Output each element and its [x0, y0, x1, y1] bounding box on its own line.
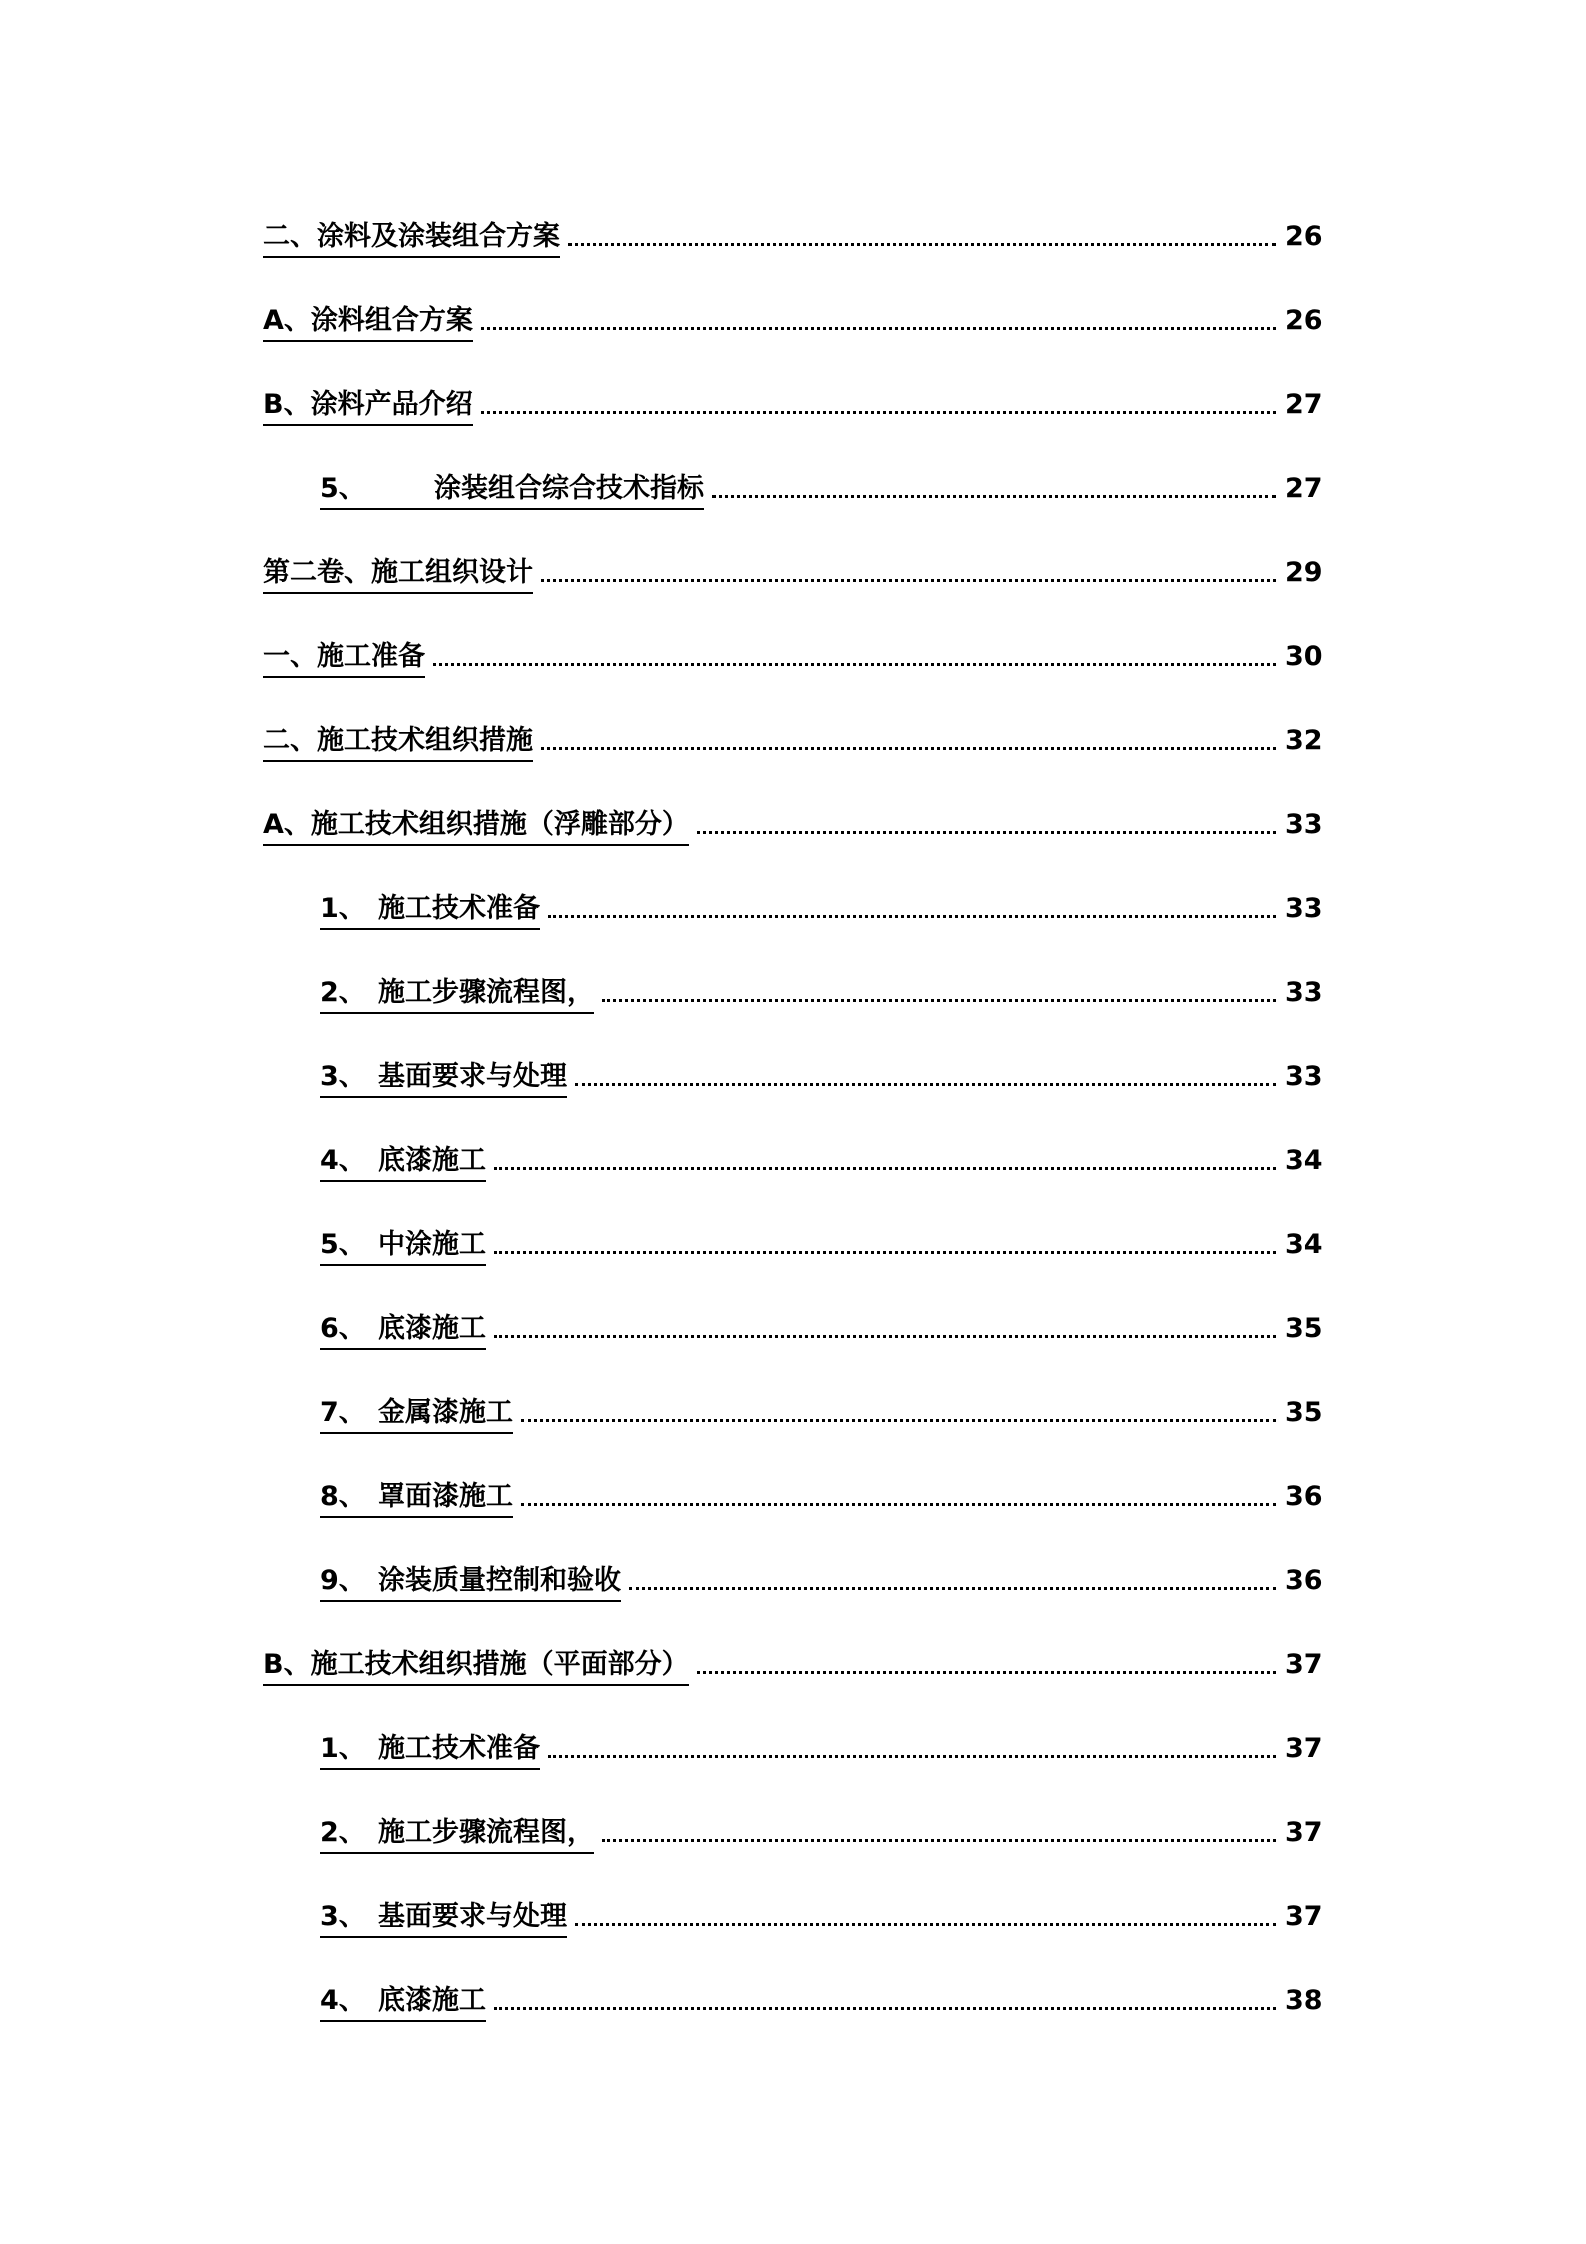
toc-entry[interactable] — [263, 1040, 1321, 1124]
toc-entry-link[interactable] — [320, 1983, 486, 2022]
toc-entry-title: 涂装质量控制和验收 — [378, 1565, 621, 1596]
toc-entry[interactable] — [263, 1796, 1321, 1880]
dot-leader — [548, 1755, 1276, 1758]
toc-entry-title: 施工技术准备 — [378, 893, 540, 924]
toc-entry-link[interactable] — [320, 1143, 486, 1182]
toc-entry-title: B、涂料产品介绍 — [263, 389, 473, 420]
toc-entry-number: 1、 — [320, 893, 366, 924]
toc-page-number: 27 — [1285, 473, 1323, 504]
toc-entry[interactable] — [263, 1460, 1321, 1544]
toc-entry[interactable] — [263, 956, 1321, 1040]
toc-entry-number: 3、 — [320, 1061, 366, 1092]
toc-entry-number: 5、 — [320, 473, 366, 504]
toc-entry-link[interactable] — [320, 1563, 621, 1602]
dot-leader — [433, 663, 1276, 666]
toc-entry[interactable] — [263, 788, 1321, 872]
toc-entry-title: 基面要求与处理 — [378, 1061, 567, 1092]
toc-page-number: 27 — [1285, 389, 1323, 420]
dot-leader — [697, 1671, 1276, 1674]
toc-page-number: 37 — [1285, 1817, 1323, 1848]
dot-leader — [521, 1419, 1276, 1422]
dot-leader — [541, 747, 1276, 750]
toc-entry-title: 罩面漆施工 — [378, 1481, 513, 1512]
toc-page-number: 36 — [1285, 1481, 1323, 1512]
toc-page-number: 35 — [1285, 1397, 1323, 1428]
toc-entry-number: 4、 — [320, 1145, 366, 1176]
toc-entry-title: 施工技术准备 — [378, 1733, 540, 1764]
toc-page-number: 37 — [1285, 1733, 1323, 1764]
dot-leader — [697, 831, 1276, 834]
toc-page-number: 37 — [1285, 1901, 1323, 1932]
dot-leader — [712, 495, 1276, 498]
dot-leader — [494, 1167, 1276, 1170]
toc-entry[interactable] — [263, 452, 1321, 536]
toc-entry-link[interactable] — [320, 1311, 486, 1350]
dot-leader — [521, 1503, 1276, 1506]
toc-page-number: 29 — [1285, 557, 1323, 588]
toc-entry-link[interactable] — [320, 1815, 594, 1854]
dot-leader — [541, 579, 1276, 582]
toc-entry[interactable] — [263, 1124, 1321, 1208]
toc-entry-link[interactable] — [263, 555, 533, 594]
toc-entry-title: 二、涂料及涂装组合方案 — [263, 221, 560, 252]
toc-entry-title: 基面要求与处理 — [378, 1901, 567, 1932]
dot-leader — [575, 1923, 1276, 1926]
toc-entry-number: 2、 — [320, 977, 366, 1008]
dot-leader — [494, 2007, 1276, 2010]
toc-entry[interactable] — [263, 872, 1321, 956]
toc-entry[interactable] — [263, 1376, 1321, 1460]
toc-entry-title: 一、施工准备 — [263, 641, 425, 672]
toc-entry-link[interactable] — [320, 1059, 567, 1098]
toc-entry[interactable] — [263, 704, 1321, 788]
toc-entry-title: B、施工技术组织措施（平面部分） — [263, 1649, 689, 1680]
dot-leader — [602, 1839, 1276, 1842]
toc-entry-title: 施工步骤流程图， — [378, 1817, 594, 1848]
toc-entry-link[interactable] — [320, 1227, 486, 1266]
toc-entry[interactable] — [263, 1292, 1321, 1376]
toc-entry-number: 1、 — [320, 1733, 366, 1764]
toc-entry-number: 4、 — [320, 1985, 366, 2016]
toc-page-number: 33 — [1285, 809, 1323, 840]
dot-leader — [494, 1251, 1276, 1254]
toc-entry-link[interactable] — [320, 975, 594, 1014]
toc-entry-link[interactable] — [263, 639, 425, 678]
toc-page-number: 34 — [1285, 1229, 1323, 1260]
toc-entry-link[interactable] — [320, 1731, 540, 1770]
toc-entry-title: 涂装组合综合技术指标 — [434, 473, 704, 504]
toc-entry-number: 6、 — [320, 1313, 366, 1344]
dot-leader — [481, 327, 1276, 330]
dot-leader — [575, 1083, 1276, 1086]
toc-entry[interactable] — [263, 1208, 1321, 1292]
toc-entry-link[interactable] — [320, 891, 540, 930]
toc-entry[interactable] — [263, 200, 1321, 284]
toc-entry-number: 9、 — [320, 1565, 366, 1596]
dot-leader — [602, 999, 1276, 1002]
toc-page-number: 34 — [1285, 1145, 1323, 1176]
toc-entry-title: 中涂施工 — [378, 1229, 486, 1260]
toc-entry[interactable] — [263, 1964, 1321, 2048]
toc-entry-title: 底漆施工 — [378, 1145, 486, 1176]
toc-page-number: 33 — [1285, 1061, 1323, 1092]
toc-entry[interactable] — [263, 1544, 1321, 1628]
toc-page-number: 32 — [1285, 725, 1323, 756]
toc-entry-link[interactable] — [263, 303, 473, 342]
toc-entry-title: A、施工技术组织措施（浮雕部分） — [263, 809, 689, 840]
toc-entry-title: 二、施工技术组织措施 — [263, 725, 533, 756]
dot-leader — [548, 915, 1276, 918]
toc-entry-title: 金属漆施工 — [378, 1397, 513, 1428]
toc-entry-link[interactable] — [320, 1395, 513, 1434]
toc-entry-link[interactable] — [320, 1479, 513, 1518]
toc-entry[interactable] — [263, 620, 1321, 704]
toc-entry-title: A、涂料组合方案 — [263, 305, 473, 336]
toc-page-number: 37 — [1285, 1649, 1323, 1680]
toc-entry[interactable] — [263, 536, 1321, 620]
toc-page-number: 35 — [1285, 1313, 1323, 1344]
toc-entry-title: 底漆施工 — [378, 1313, 486, 1344]
toc-page-number: 36 — [1285, 1565, 1323, 1596]
toc-entry[interactable] — [263, 284, 1321, 368]
toc-entry-link[interactable] — [263, 723, 533, 762]
toc-entry-number: 8、 — [320, 1481, 366, 1512]
toc-entry-number: 3、 — [320, 1901, 366, 1932]
toc-page-number: 26 — [1285, 305, 1323, 336]
toc-entry-title: 底漆施工 — [378, 1985, 486, 2016]
toc-page-number: 33 — [1285, 977, 1323, 1008]
toc-entry-link[interactable] — [320, 1899, 567, 1938]
toc-page-number: 30 — [1285, 641, 1323, 672]
toc-entry[interactable] — [263, 1712, 1321, 1796]
toc-entry-number: 2、 — [320, 1817, 366, 1848]
toc-page-number: 26 — [1285, 221, 1323, 252]
toc-entry[interactable] — [263, 1628, 1321, 1712]
dot-leader — [629, 1587, 1276, 1590]
toc-entry-number: 5、 — [320, 1229, 366, 1260]
toc-entry-link[interactable] — [263, 807, 689, 846]
dot-leader — [568, 243, 1276, 246]
toc-entry-link[interactable] — [320, 471, 704, 510]
toc-entry-link[interactable] — [263, 1647, 689, 1686]
toc-entry-title: 第二卷、施工组织设计 — [263, 557, 533, 588]
dot-leader — [481, 411, 1276, 414]
toc-page-number: 38 — [1285, 1985, 1323, 2016]
toc-entry-number: 7、 — [320, 1397, 366, 1428]
toc-entry[interactable] — [263, 368, 1321, 452]
toc-page-number: 33 — [1285, 893, 1323, 924]
dot-leader — [494, 1335, 1276, 1338]
table-of-contents — [263, 200, 1321, 2048]
toc-entry-link[interactable] — [263, 387, 473, 426]
toc-entry-link[interactable] — [263, 219, 560, 258]
toc-entry[interactable] — [263, 1880, 1321, 1964]
toc-entry-title: 施工步骤流程图， — [378, 977, 594, 1008]
